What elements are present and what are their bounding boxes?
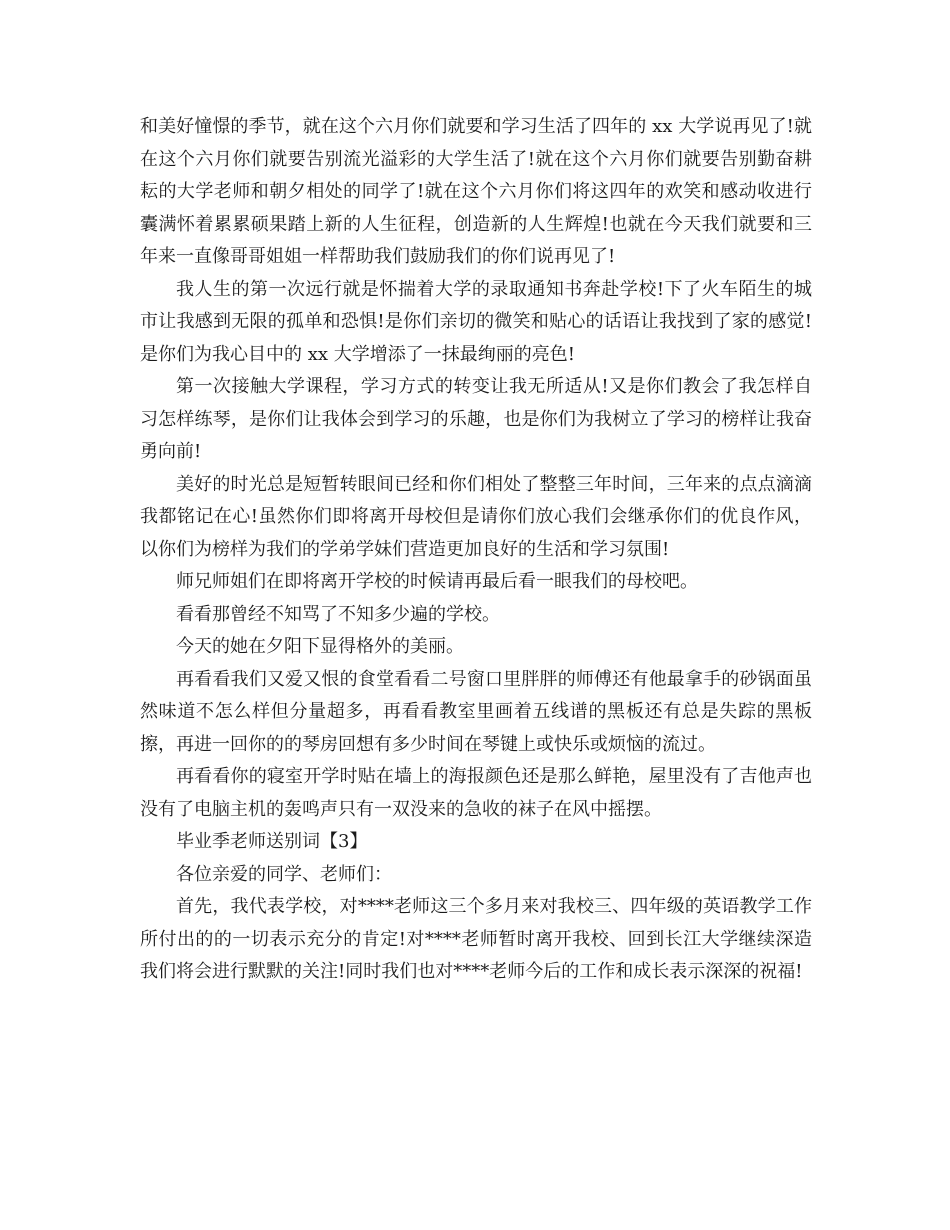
section-heading: 毕业季老师送别词【3】 [176, 831, 368, 852]
paragraph: 再看看你的寝室开学时贴在墙上的海报颜色还是那么鲜艳，屋里没有了吉他声也没有了电脑主机的轰鸣声只有一双没来的急收的袜子在风中摇摆。 [140, 766, 812, 820]
paragraph: 美好的时光总是短暂转眼间已经和你们相处了整整三年时间，三年来的点点滴滴我都铭记在心!虽然你们即将离开母校但是请你们放心我们会继承你们的优良作风，以你们为榜样为我们的学弟学妹们营造更加良好的生活和学习氛围! [140, 473, 812, 560]
paragraph: 首先，我代表学校，对****老师这三个多月来对我校三、四年级的英语教学工作所付出的的一切表示充分的肯定!对****老师暂时离开我校、回到长江大学继续深造我们将会进行默默的关注!同时我们也对****老师今后的工作和成长表示深深的祝福! [140, 896, 812, 982]
paragraph: 和美好憧憬的季节，就在这个六月你们就要和学习生活了四年的 xx 大学说再见了!就在这个六月你们就要告别流光溢彩的大学生活了!就在这个六月你们就要告别勤奋耕耘的大学老师和朝夕相处的同学了!就在这个六月你们将这四年的欢笑和感动收进行囊满怀着累累硕果踏上新的人生征程，创造新的人生辉煌!也就在今天我们就要和三年来一直像哥哥姐姐一样帮助我们鼓励我们的你们说再见了! [140, 116, 812, 267]
paragraph: 今天的她在夕阳下显得格外的美丽。 [176, 636, 464, 657]
paragraph: 再看看我们又爱又恨的食堂看看二号窗口里胖胖的师傅还有他最拿手的砂锅面虽然味道不怎么样但分量超多，再看看教室里画着五线谱的黑板还有总是失踪的黑板擦，再进一回你的的琴房回想有多少时间在琴键上或快乐或烦恼的流过。 [140, 668, 812, 755]
document-page [140, 111, 812, 989]
paragraph: 看看那曾经不知骂了不知多少遍的学校。 [176, 603, 500, 625]
paragraph: 师兄师姐们在即将离开学校的时候请再最后看一眼我们的母校吧。 [176, 571, 698, 592]
paragraph: 第一次接触大学课程，学习方式的转变让我无所适从!又是你们教会了我怎样自习怎样练琴，是你们让我体会到学习的乐趣，也是你们为我树立了学习的榜样让我奋勇向前! [140, 376, 812, 462]
paragraph: 我人生的第一次远行就是怀揣着大学的录取通知书奔赴学校!下了火车陌生的城市让我感到无限的孤单和恐惧!是你们亲切的微笑和贴心的话语让我找到了家的感觉!是你们为我心目中的 xx 大学增添了一抹最绚丽的亮色! [140, 278, 812, 365]
salutation: 各位亲爱的同学、老师们： [176, 863, 392, 885]
